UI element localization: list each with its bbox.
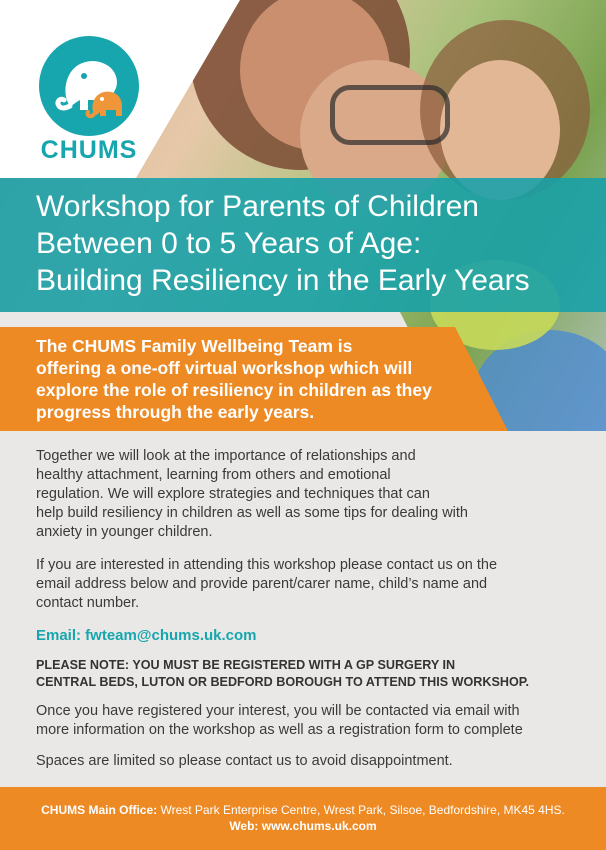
office-label: CHUMS Main Office: bbox=[41, 803, 158, 817]
text-line: help build resiliency in children as well as some tips for dealing with bbox=[36, 505, 468, 521]
text-line: Once you have registered your interest, you will be contacted via email with bbox=[36, 703, 520, 719]
text-line: regulation. We will explore strategies and techniques that can bbox=[36, 486, 430, 502]
title-line: Between 0 to 5 Years of Age: bbox=[36, 227, 422, 260]
body-content bbox=[36, 447, 586, 771]
description-paragraph bbox=[36, 447, 586, 542]
text-line: healthy attachment, learning from others and emotional bbox=[36, 467, 391, 483]
email-contact[interactable]: Email: fwteam@chums.uk.com bbox=[36, 627, 257, 644]
text-line: anxiety in younger children. bbox=[36, 524, 213, 540]
office-address-line bbox=[0, 802, 606, 818]
text-line: PLEASE NOTE: YOU MUST BE REGISTERED WITH A GP SURGERY IN bbox=[36, 658, 456, 672]
registration-paragraph bbox=[36, 702, 586, 740]
intro-line: The CHUMS Family Wellbeing Team is bbox=[36, 336, 353, 356]
elephant-icon bbox=[36, 36, 142, 136]
text-line: Together we will look at the importance of relationships and bbox=[36, 448, 416, 464]
logo-wordmark: CHUMS bbox=[40, 136, 138, 164]
text-line: If you are interested in attending this workshop please contact us on the bbox=[36, 557, 498, 573]
text-line: CENTRAL BEDS, LUTON OR BEDFORD BOROUGH TO ATTEND THIS WORKSHOP. bbox=[36, 674, 530, 689]
spaces-limited-text: Spaces are limited so please contact us to avoid disappointment. bbox=[36, 753, 453, 769]
intro-line: explore the role of resiliency in children as they bbox=[36, 380, 432, 400]
text-line: more information on the workshop as well as a registration form to complete bbox=[36, 722, 523, 738]
title-line: Workshop for Parents of Children bbox=[36, 190, 479, 223]
chums-logo bbox=[36, 36, 142, 164]
web-label: Web: bbox=[229, 819, 259, 833]
text-line: contact number. bbox=[36, 595, 140, 611]
footer bbox=[0, 787, 606, 850]
text-line: email address below and provide parent/carer name, child’s name and bbox=[36, 576, 488, 592]
intro-line: progress through the early years. bbox=[36, 402, 315, 422]
office-address: Wrest Park Enterprise Centre, Wrest Park, Silsoe, Bedfordshire, MK45 4HS. bbox=[160, 803, 565, 817]
title-line: Building Resiliency in the Early Years bbox=[36, 264, 530, 297]
web-link[interactable]: www.chums.uk.com bbox=[261, 819, 377, 833]
web-line bbox=[0, 818, 606, 834]
intro-line: offering a one-off virtual workshop which will bbox=[36, 358, 413, 378]
page-title bbox=[36, 188, 596, 299]
registration-note bbox=[36, 657, 586, 690]
contact-paragraph bbox=[36, 556, 586, 613]
intro-text bbox=[36, 335, 476, 423]
